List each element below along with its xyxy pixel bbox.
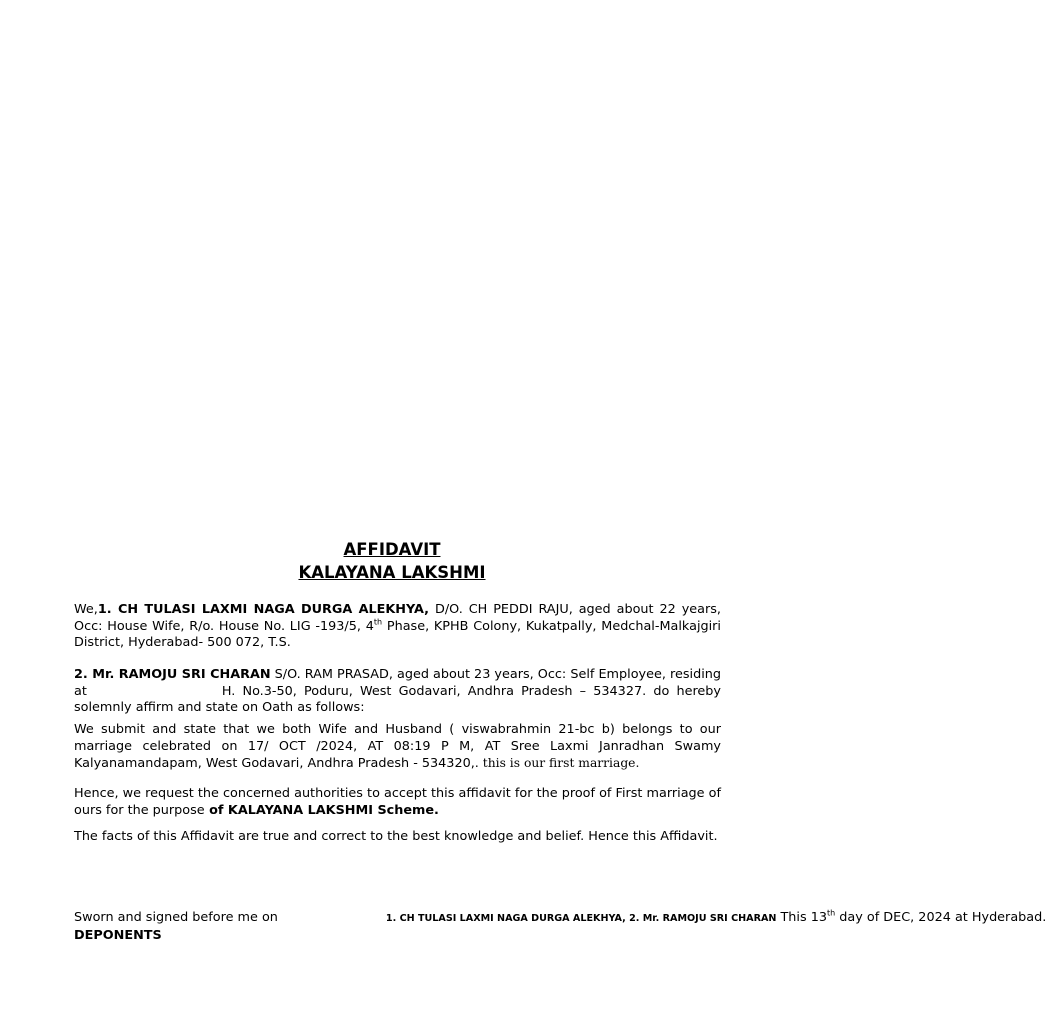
sworn-block — [74, 908, 1046, 944]
ordinal-suffix: th — [373, 617, 383, 627]
marriage-statement-text: We submit and state that we both Wife and Husband ( viswabrahmin 21-bc b) belongs to our marriage celebrated on 17/ OCT /2024, AT 08:19 P M, AT Sree Laxmi Janradhan Swamy Kalyanamandapam, West Godavari, Andhra Pradesh - 534320,. — [74, 722, 721, 771]
scheme-name: of KALAYANA LAKSHMI Scheme. — [204, 802, 439, 818]
affidavit-subtitle: KALAYANA LAKSHMI — [298, 563, 486, 582]
facts-paragraph: The facts of this Affidavit are true and correct to the best knowledge and belief. Hence this Affidavit. — [74, 829, 718, 844]
day-ordinal-suffix: th — [827, 908, 836, 918]
request-paragraph — [74, 786, 721, 819]
party-one-address: Phase, KPHB Colony, Kukatpally, Medchal-Malkajgiri District, Hyderabad- 500 072, T.S. — [74, 618, 721, 650]
party-two-paragraph — [74, 667, 721, 717]
sworn-prefix: Sworn and signed before me on — [74, 910, 278, 925]
first-marriage-text: this is our first marriage. — [478, 756, 640, 770]
party-one-name: 1. CH TULASI LAXMI NAGA DURGA ALEKHYA, — [97, 602, 430, 617]
affidavit-title: AFFIDAVIT — [343, 540, 441, 559]
party-one-details: D/O. CH PEDDI RAJU, aged about 22 years, Occ: House Wife, R/o. House No. LIG -193/5, 4 — [74, 602, 721, 634]
party-one-paragraph — [74, 602, 721, 652]
we-prefix: We, — [74, 602, 98, 617]
deponents-label: DEPONENTS — [74, 928, 162, 943]
sworn-day: This 13 — [776, 910, 827, 925]
party-two-name: 2. Mr. RAMOJU SRI CHARAN — [74, 667, 271, 682]
request-text: Hence, we request the concerned authorities to accept this affidavit for the proof of First marriage of ours for the purpose — [74, 786, 721, 818]
marriage-statement-paragraph — [74, 722, 721, 773]
deponents-names: 1. CH TULASI LAXMI NAGA DURGA ALEKHYA, 2. Mr. RAMOJU SRI CHARAN — [385, 913, 777, 924]
sworn-date-place: day of DEC, 2024 at Hyderabad. — [835, 910, 1046, 925]
party-two-details: S/O. RAM PRASAD, aged about 23 years, Occ: Self Employee, residing at — [74, 667, 721, 699]
party-two-address: H. No.3-50, Poduru, West Godavari, Andhra Pradesh – 534327. do hereby solemnly affirm and state on Oath as follows: — [74, 683, 721, 715]
